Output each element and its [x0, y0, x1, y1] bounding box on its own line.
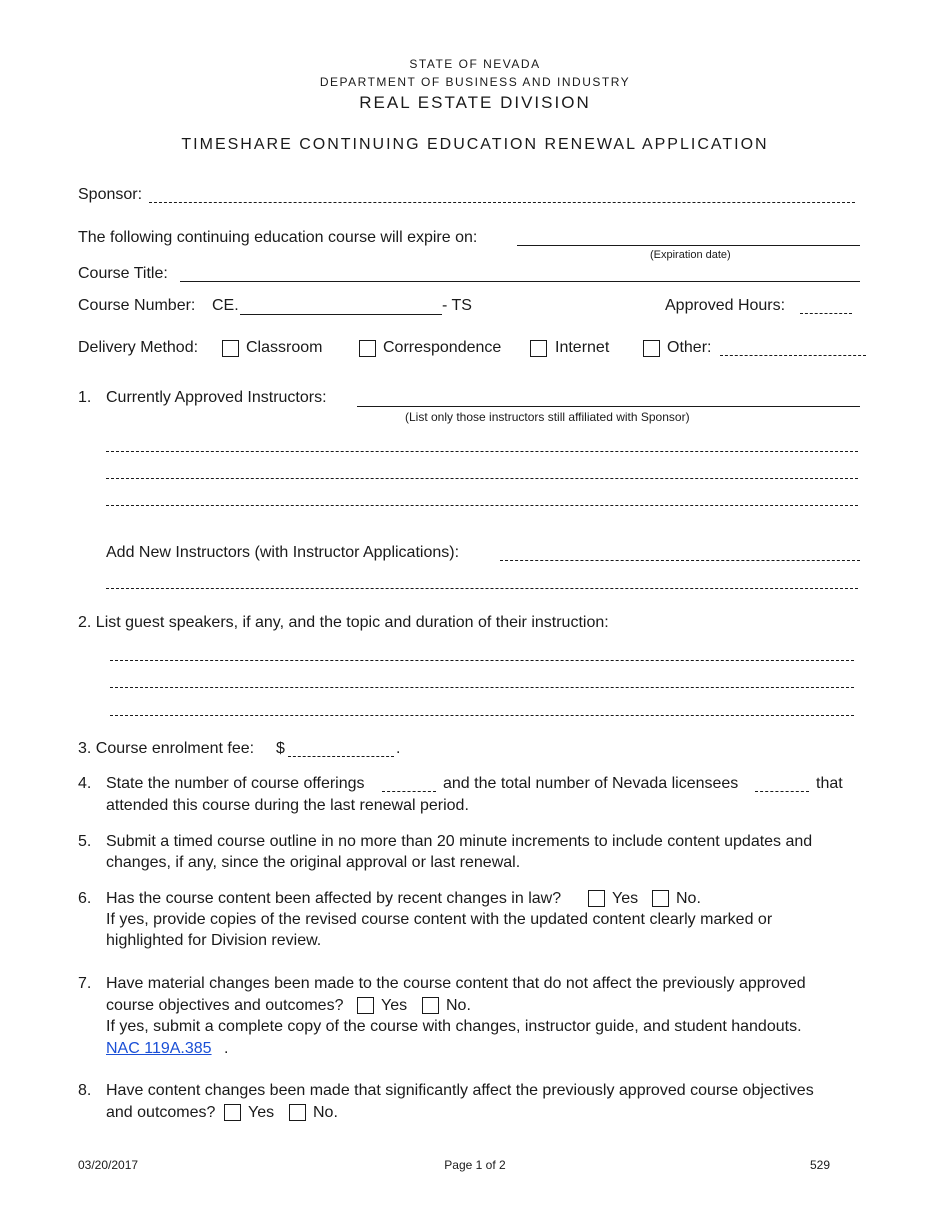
- q6-no-checkbox[interactable]: [652, 890, 669, 907]
- q7-link-period: .: [224, 1040, 229, 1057]
- q7-text-line2: course objectives and outcomes?: [106, 997, 344, 1014]
- footer-form-number: 529: [810, 1158, 831, 1172]
- internet-checkbox[interactable]: [530, 340, 547, 357]
- instructors-field[interactable]: [357, 406, 860, 407]
- sponsor-label: Sponsor:: [78, 186, 143, 203]
- q7-text-line3: If yes, submit a complete copy of the course with changes, instructor guide, and student handouts.: [106, 1018, 802, 1035]
- course-number-field[interactable]: [240, 314, 442, 315]
- q4-text-b: and the total number of Nevada licensees: [443, 775, 739, 792]
- correspondence-checkbox[interactable]: [359, 340, 376, 357]
- q8-no-checkbox[interactable]: [289, 1104, 306, 1121]
- course-number-suffix: - TS: [442, 297, 472, 314]
- other-delivery-field[interactable]: [720, 355, 866, 356]
- q4-text-line2: attended this course during the last renewal period.: [106, 797, 469, 814]
- q7-number: 7.: [78, 975, 92, 992]
- q5-text-line2: changes, if any, since the original approval or last renewal.: [106, 854, 521, 871]
- q6-number: 6.: [78, 890, 92, 907]
- instructor-line[interactable]: [106, 451, 858, 452]
- other-label: Other:: [667, 339, 712, 356]
- instructors-caption: (List only those instructors still affiliated with Sponsor): [405, 410, 690, 424]
- nac-119a-385-link[interactable]: NAC 119A.385: [106, 1040, 212, 1057]
- instructor-line[interactable]: [106, 505, 858, 506]
- course-title-label: Course Title:: [78, 265, 168, 282]
- division-heading: REAL ESTATE DIVISION: [359, 93, 591, 112]
- course-number-prefix: CE.: [212, 297, 239, 314]
- q8-text-line2: and outcomes?: [106, 1104, 216, 1121]
- q2-label: 2. List guest speakers, if any, and the topic and duration of their instruction:: [78, 614, 609, 631]
- q3-currency: $: [276, 740, 285, 757]
- approved-hours-field[interactable]: [800, 313, 852, 314]
- q6-yes-label: Yes: [612, 890, 639, 907]
- guest-speakers-line[interactable]: [110, 715, 854, 716]
- q6-yes-checkbox[interactable]: [588, 890, 605, 907]
- q4-text-c: that: [816, 775, 843, 792]
- q8-yes-checkbox[interactable]: [224, 1104, 241, 1121]
- state-heading: STATE OF NEVADA: [409, 57, 541, 71]
- enrolment-fee-field[interactable]: [288, 756, 394, 757]
- add-instructors-label: Add New Instructors (with Instructor Applications):: [106, 544, 460, 561]
- q8-number: 8.: [78, 1082, 92, 1099]
- q6-text-line2: If yes, provide copies of the revised course content with the updated content clearly marked or: [106, 911, 773, 928]
- instructor-line[interactable]: [106, 478, 858, 479]
- correspondence-label: Correspondence: [383, 339, 502, 356]
- q6-text-line1: Has the course content been affected by recent changes in law?: [106, 890, 562, 907]
- q7-yes-label: Yes: [381, 997, 408, 1014]
- q5-text-line1: Submit a timed course outline in no more than 20 minute increments to include content updates and: [106, 833, 813, 850]
- q3-label: 3. Course enrolment fee:: [78, 740, 255, 757]
- q5-number: 5.: [78, 833, 92, 850]
- q6-text-line3: highlighted for Division review.: [106, 932, 322, 949]
- sponsor-field[interactable]: [149, 202, 855, 203]
- expiration-caption: (Expiration date): [650, 249, 731, 261]
- q7-no-checkbox[interactable]: [422, 997, 439, 1014]
- internet-label: Internet: [555, 339, 610, 356]
- q4-number: 4.: [78, 775, 92, 792]
- q8-no-label: No.: [313, 1104, 338, 1121]
- q8-yes-label: Yes: [248, 1104, 275, 1121]
- course-offerings-field[interactable]: [382, 791, 436, 792]
- q8-text-line1: Have content changes been made that significantly affect the previously approved course objectives: [106, 1082, 814, 1099]
- q4-text-a: State the number of course offerings: [106, 775, 365, 792]
- q6-no-label: No.: [676, 890, 701, 907]
- licensees-count-field[interactable]: [755, 791, 809, 792]
- form-title: TIMESHARE CONTINUING EDUCATION RENEWAL APPLICATION: [181, 136, 769, 153]
- classroom-checkbox[interactable]: [222, 340, 239, 357]
- footer-page-number: Page 1 of 2: [444, 1158, 506, 1172]
- delivery-method-label: Delivery Method:: [78, 339, 199, 356]
- q7-yes-checkbox[interactable]: [357, 997, 374, 1014]
- expiration-date-field[interactable]: [517, 245, 860, 246]
- department-heading: DEPARTMENT OF BUSINESS AND INDUSTRY: [319, 75, 631, 89]
- q1-number: 1.: [78, 389, 92, 406]
- footer-date: 03/20/2017: [78, 1158, 139, 1172]
- expire-label: The following continuing education course will expire on:: [78, 229, 478, 246]
- guest-speakers-line[interactable]: [110, 660, 854, 661]
- approved-hours-label: Approved Hours:: [665, 297, 786, 314]
- q7-no-label: No.: [446, 997, 471, 1014]
- q7-text-line1: Have material changes been made to the course content that do not affect the previously approved: [106, 975, 806, 992]
- new-instructors-field[interactable]: [500, 560, 860, 561]
- classroom-label: Classroom: [246, 339, 323, 356]
- course-title-field[interactable]: [180, 281, 860, 282]
- q3-period: .: [396, 740, 401, 757]
- q1-label: Currently Approved Instructors:: [106, 389, 327, 406]
- other-checkbox[interactable]: [643, 340, 660, 357]
- course-number-label: Course Number:: [78, 297, 196, 314]
- new-instructors-line[interactable]: [106, 588, 858, 589]
- guest-speakers-line[interactable]: [110, 687, 854, 688]
